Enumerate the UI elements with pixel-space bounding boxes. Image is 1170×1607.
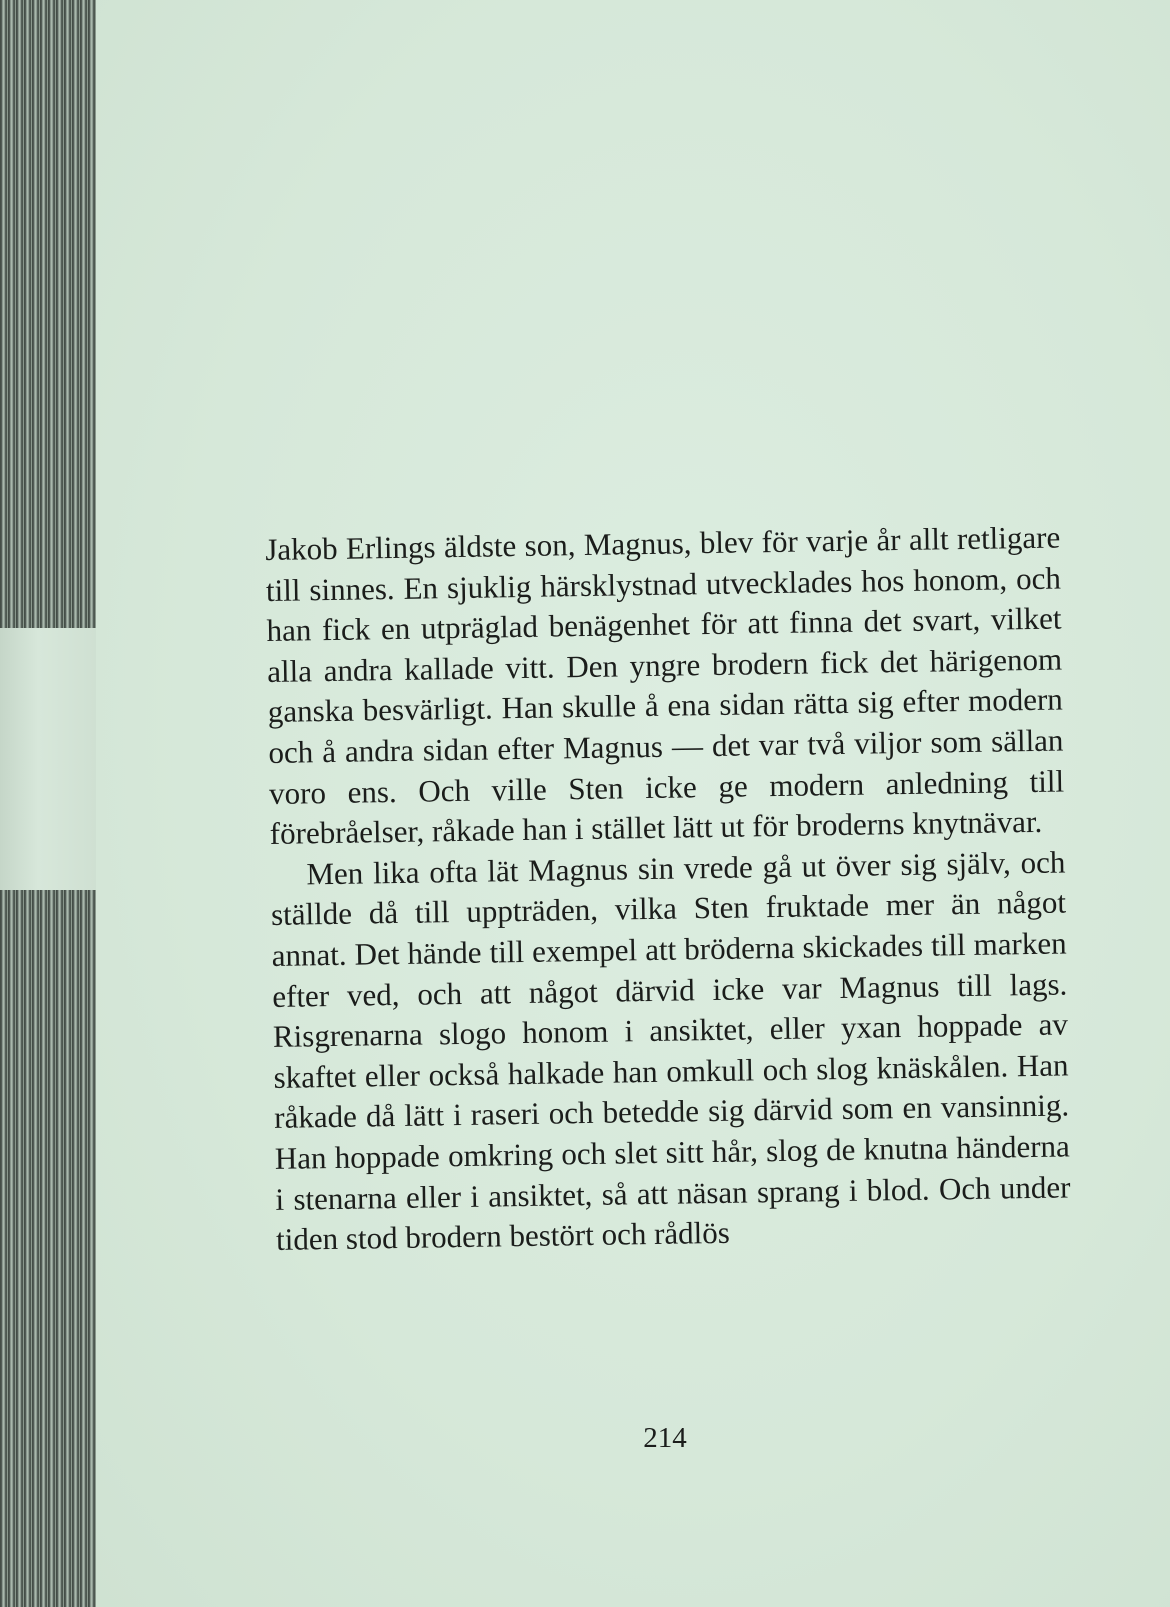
page-number: 214 [643,1422,687,1454]
book-page-edge [0,0,96,1607]
page-edge-highlight [0,628,96,890]
body-text [265,518,1071,1261]
paragraph-2: Men lika ofta lät Magnus sin vrede gå ut över sig själv, och ställde då till uppträden, vilka Sten fruktade mer än något annat. Det hände till exempel att bröderna skickades till marken efter ved, och att något därvid icke var Magnus till lags. Risgrenarna slogo honom i ansiktet, eller yxan hoppade av skaftet eller också halkade han omkull och slog knäskålen. Han råkade då lätt i raseri och betedde sig därvid som en vansinnig. Han hoppade omkring och slet sitt hår, slog de knutna händerna i stenarna eller i ansiktet, så att näsan sprang i blod. Och under tiden stod brodern bestört och rådlös [270,844,1071,1258]
paragraph-1: Jakob Erlings äldste son, Magnus, blev för varje år allt retligare till sinnes. En sjuklig härsklystnad utvecklades hos honom, och han fick en utpräglad benägenhet för att finna det svart, vilket alla andra kallade vitt. Den yngre brodern fick det härigenom ganska besvärligt. Han skulle å ena sidan rätta sig efter modern och å andra sidan efter Magnus — det var två viljor som sällan voro ens. Och ville Sten icke ge modern anledning till förebråelser, råkade han i stället lätt ut för broderns knytnävar. [265,519,1065,852]
